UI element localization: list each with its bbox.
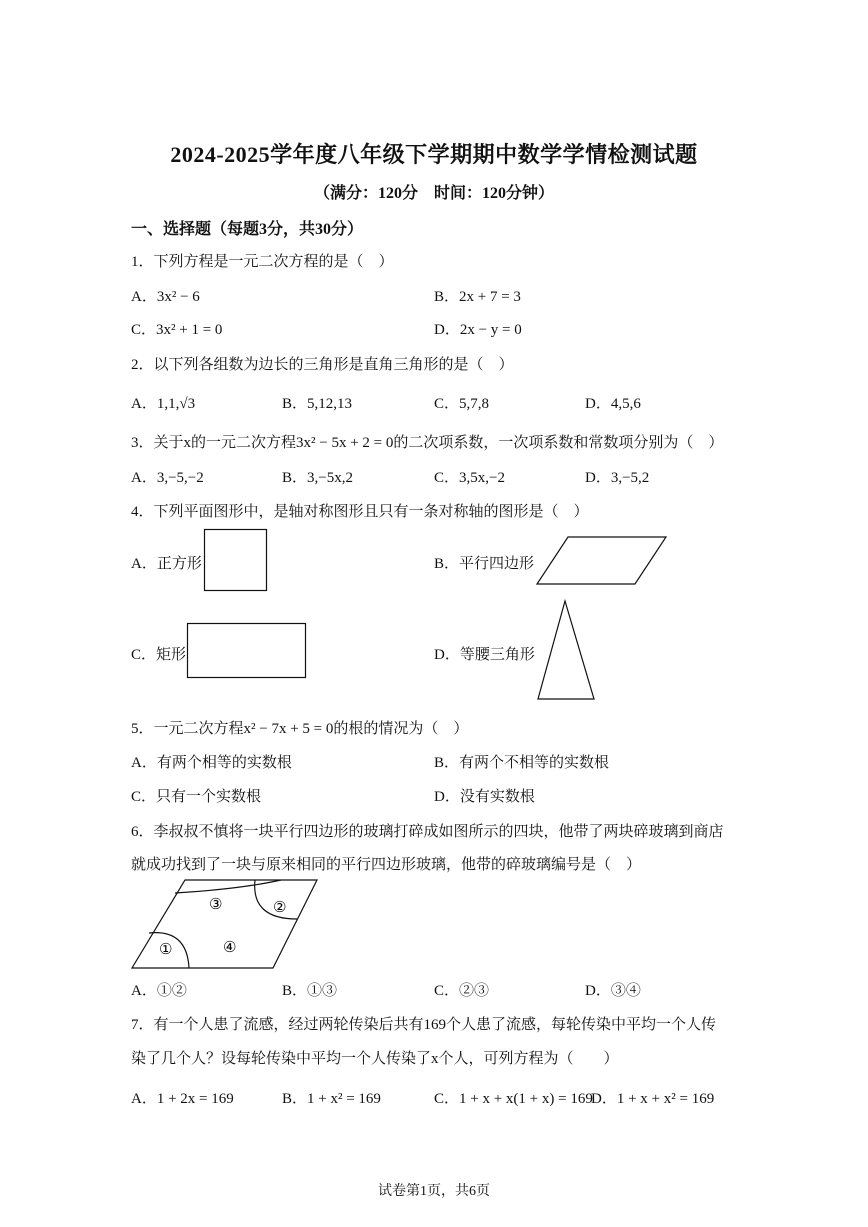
- q6-option-d[interactable]: D．③④: [585, 983, 641, 999]
- question-1-stem: 1．下列方程是一元二次方程的是（ ）: [131, 254, 394, 270]
- q5-option-c[interactable]: C．只有一个实数根: [131, 789, 262, 805]
- piece-label-3: ③: [209, 895, 223, 913]
- q3-option-c[interactable]: C．3,5x,−2: [434, 470, 505, 486]
- q6-option-b[interactable]: B．①③: [282, 983, 338, 999]
- q2-option-a[interactable]: A．1,1,√3: [131, 396, 196, 412]
- parallelogram-figure: [536, 536, 668, 586]
- q5-option-b[interactable]: B．有两个不相等的实数根: [434, 755, 610, 771]
- piece-label-4: ④: [223, 938, 237, 956]
- q4-option-b[interactable]: B．平行四边形: [434, 556, 535, 572]
- q1-option-a[interactable]: A．3x² − 6: [131, 289, 200, 305]
- q1-option-d[interactable]: D．2x − y = 0: [434, 322, 522, 338]
- q1-option-c[interactable]: C．3x² + 1 = 0: [131, 322, 223, 338]
- q4-option-a[interactable]: A．正方形: [131, 556, 202, 572]
- q7-option-d[interactable]: D．1 + x + x² = 169: [591, 1091, 715, 1107]
- q2-option-b[interactable]: B．5,12,13: [282, 396, 353, 412]
- q7-option-a[interactable]: A．1 + 2x = 169: [131, 1091, 234, 1107]
- exam-title: 2024-2025学年度八年级下学期期中数学学情检测试题: [170, 142, 698, 167]
- question-7-stem-line1: 7．有一个人患了流感，经过两轮传染后共有169个人患了流感，每轮传染中平均一个人传: [131, 1017, 717, 1033]
- question-6-stem-line1: 6．李叔叔不慎将一块平行四边形的玻璃打碎成如图所示的四块，他带了两块碎玻璃到商店: [131, 824, 724, 840]
- piece-label-2: ②: [273, 898, 287, 916]
- question-2-stem: 2．以下列各组数为边长的三角形是直角三角形的是（ ）: [131, 357, 514, 373]
- q6-option-a[interactable]: A．①②: [131, 983, 187, 999]
- q6-option-c[interactable]: C．②③: [434, 983, 490, 999]
- q5-option-a[interactable]: A．有两个相等的实数根: [131, 755, 292, 771]
- q4-option-d[interactable]: D．等腰三角形: [434, 647, 535, 663]
- q3-option-d[interactable]: D．3,−5,2: [585, 470, 650, 486]
- question-4-stem: 4．下列平面图形中，是轴对称图形且只有一条对称轴的图形是（ ）: [131, 504, 589, 520]
- q3-option-a[interactable]: A．3,−5,−2: [131, 470, 204, 486]
- piece-label-1: ①: [159, 940, 173, 958]
- question-6-stem-line2: 就成功找到了一块与原来相同的平行四边形玻璃，他带的碎玻璃编号是（ ）: [131, 857, 642, 873]
- question-3-stem: 3．关于x的一元二次方程3x² − 5x + 2 = 0的二次项系数，一次项系数和常数项分别为（ ）: [131, 435, 724, 451]
- exam-subtitle: （满分：120分 时间：120分钟）: [313, 185, 554, 202]
- q2-option-d[interactable]: D．4,5,6: [585, 396, 641, 412]
- isosceles-triangle-figure: [537, 600, 597, 701]
- q7-option-b[interactable]: B．1 + x² = 169: [282, 1091, 381, 1107]
- q7-option-c[interactable]: C．1 + x + x(1 + x) = 169: [434, 1091, 593, 1107]
- q5-option-d[interactable]: D．没有实数根: [434, 789, 535, 805]
- question-5-stem: 5．一元二次方程x² − 7x + 5 = 0的根的情况为（ ）: [131, 721, 469, 737]
- q3-option-b[interactable]: B．3,−5x,2: [282, 470, 353, 486]
- q2-option-c[interactable]: C．5,7,8: [434, 396, 490, 412]
- section-heading: 一、选择题（每题3分，共30分）: [131, 221, 364, 238]
- question-7-stem-line2: 染了几个人？设每轮传染中平均一个人传染了x个人，可列方程为（ ）: [131, 1051, 619, 1067]
- q1-option-b[interactable]: B．2x + 7 = 3: [434, 289, 521, 305]
- broken-glass-diagram: [131, 879, 319, 971]
- rectangle-figure: [187, 623, 307, 679]
- page-footer: 试卷第1页，共6页: [378, 1184, 490, 1199]
- square-figure: [204, 529, 268, 591]
- q4-option-c[interactable]: C．矩形: [131, 647, 187, 663]
